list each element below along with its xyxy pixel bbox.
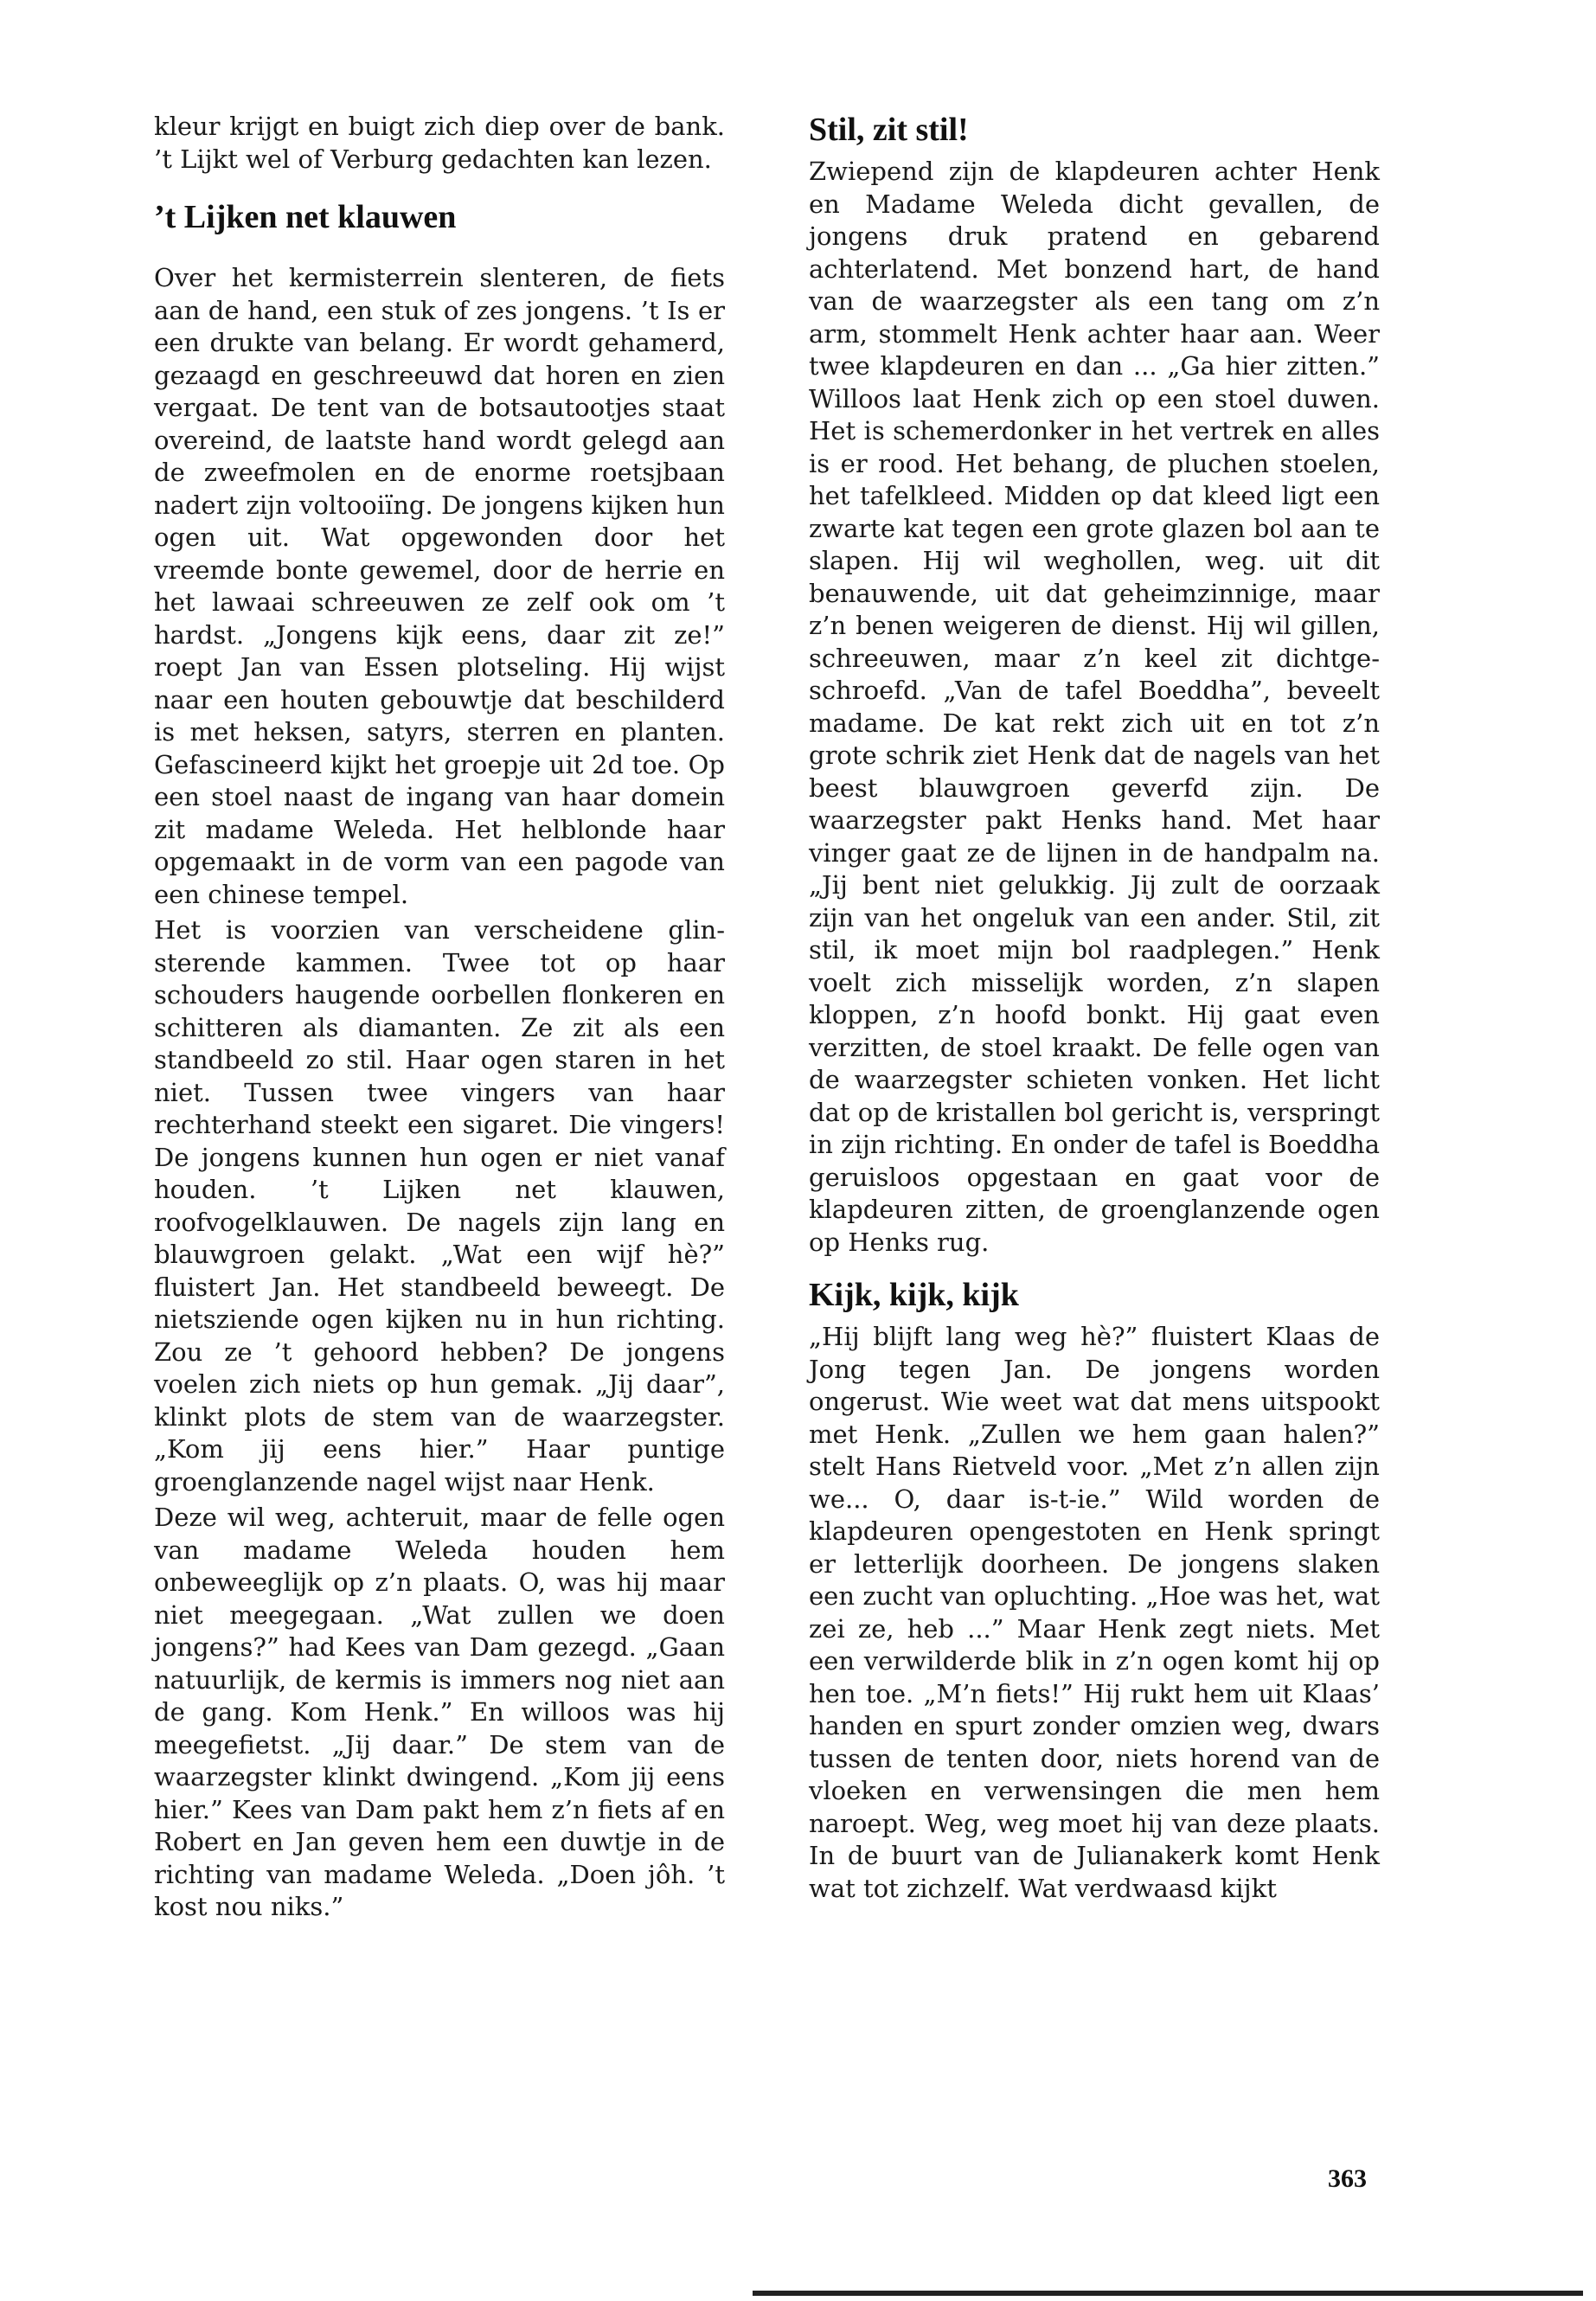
body-paragraph: Het is voorzien van verscheidene glinsterende kammen. Twee tot op haar schouders haugende oorbellen flonkeren en schitteren als diamanten. Ze zit als een standbeeld zo stil. Haar ogen staren in het niet. Tussen twee vingers van haar rechterhand steekt een sigaret. Die vingers! De jongens kunnen hun ogen er niet vanaf houden. ’t Lijken net klauwen, roofvogelklauwen. De nagels zijn lang en blauwgroen gelakt. „Wat een wijf hè?” fluistert Jan. Het standbeeld beweegt. De nietsziende ogen kijken nu in hun richting. Zou ze ’t gehoord hebben? De jongens voelen zich niets op hun gemak. „Jij daar”, klinkt plots de stem van de waarzegster. „Kom jij eens hier.” Haar puntige groenglanzende nagel wijst naar Henk. — [154, 915, 725, 1497]
right-column — [809, 111, 1380, 1908]
body-paragraph: Zwiepend zijn de klapdeuren achter Henk en Madame Weleda dicht gevallen, de jongens druk pratend en gebarend achterlatend. Met bonzend hart, de hand van de waarzegster als een tang om z’n arm, stommelt Henk achter haar aan. Weer twee klapdeuren en dan ... „Ga hier zitten.” Willoos laat Henk zich op een stoel duwen. Het is schemerdonker in het vertrek en alles is er rood. Het behang, de pluchen stoelen, het tafelkleed. Midden op dat kleed ligt een zwarte kat tegen een grote glazen bol aan te slapen. Hij wil weghollen, weg. uit dit benauwende, uit dat geheimzinnige, maar z’n benen weigeren de dienst. Hij wil gillen, schreeuwen, maar z’n keel zit dichtgeschroefd. „Van de tafel Boeddha”, beveelt madame. De kat rekt zich uit en tot z’n grote schrik ziet Henk dat de nagels van het beest blauwgroen geverfd zijn. De waarzegster pakt Henks hand. Met haar vinger gaat ze de lijnen in de handpalm na. „Jij bent niet gelukkig. Jij zult de oorzaak zijn van het ongeluk van een ander. Stil, zit stil, ik moet mijn bol raadplegen.” Henk voelt zich misselijk worden, z’n slapen kloppen, z’n hoofd bonkt. Hij gaat even verzitten, de stoel kraakt. De felle ogen van de waarzegster schieten vonken. Het licht dat op de kristallen bol gericht is, verspringt in zijn richting. En onder de tafel is Boeddha geruisloos opgestaan en gaat voor de klapdeuren zitten, de groenglanzende ogen op Henks rug. — [809, 157, 1380, 1257]
body-paragraph: Deze wil weg, achteruit, maar de felle ogen van madame Weleda houden hem onbeweeglijk op z’n plaats. O, was hij maar niet meegegaan. „Wat zullen we doen jongens?” had Kees van Dam gezegd. „Gaan natuurlijk, de kermis is immers nog niet aan de gang. Kom Henk.” En willoos was hij meegefietst. „Jij daar.” De stem van de waarzegster klinkt dwingend. „Kom jij eens hier.” Kees van Dam pakt hem z’n fiets af en Robert en Jan geven hem een duwtje in de richting van madame Weleda. „Doen jôh. ’t kost nou niks.” — [154, 1503, 725, 1921]
intro-paragraph: kleur krijgt en buigt zich diep over de bank. ’t Lijkt wel of Verburg gedachten kan lezen. — [154, 112, 725, 174]
section-heading-stil: Stil, zit stil! — [809, 112, 969, 148]
section-heading-klauwen: ’t Lijken net klauwen — [154, 199, 457, 235]
page-number: 363 — [1328, 2164, 1367, 2193]
section-heading-kijk: Kijk, kijk, kijk — [809, 1277, 1019, 1313]
body-paragraph: „Hij blijft lang weg hè?” fluistert Klaas de Jong tegen Jan. De jongens worden ongerust. Wie weet wat dat mens uitspookt met Henk. „Zullen we hem gaan halen?” stelt Hans Rietveld voor. „Met z’n allen zijn we... O, daar is-t-ie.” Wild worden de klapdeuren opengestoten en Henk springt er letterlijk doorheen. De jongens slaken een zucht van opluchting. „Hoe was het, wat zei ze, heb ...” Maar Henk zegt niets. Met een verwilderde blik in z’n ogen komt hij op hen toe. „M’n fiets!” Hij rukt hem uit Klaas’ handen en spurt zonder omzien weg, dwars tussen de tenten door, niets horend van de vloeken en verwensingen die men hem naroept. Weg, weg moet hij van deze plaats. In de buurt van de Julianakerk komt Henk wat tot zichzelf. Wat verdwaasd kijkt — [809, 1322, 1380, 1903]
left-column — [154, 111, 725, 1927]
bottom-rule — [753, 2291, 1583, 2296]
body-paragraph: Over het kermisterrein slenteren, de fiets aan de hand, een stuk of zes jongens. ’t Is er een drukte van belang. Er wordt gehamerd, gezaagd en geschreeuwd dat horen en zien vergaat. De tent van de botsautootjes staat overeind, de laatste hand wordt gelegd aan de zweefmolen en de enorme roetsjbaan nadert zijn voltooiïng. De jongens kijken hun ogen uit. Wat opgewonden door het vreemde bonte gewemel, door de herrie en het lawaai schreeuwen ze zelf ook om ’t hardst. „Jongens kijk eens, daar zit ze!” roept Jan van Essen plotseling. Hij wijst naar een houten gebouwtje dat beschilderd is met heksen, satyrs, sterren en planten. Gefascineerd kijkt het groepje uit 2d toe. Op een stoel naast de ingang van haar domein zit madame Weleda. Het helblonde haar opgemaakt in de vorm van een pagode van een chinese tempel. — [154, 263, 725, 909]
